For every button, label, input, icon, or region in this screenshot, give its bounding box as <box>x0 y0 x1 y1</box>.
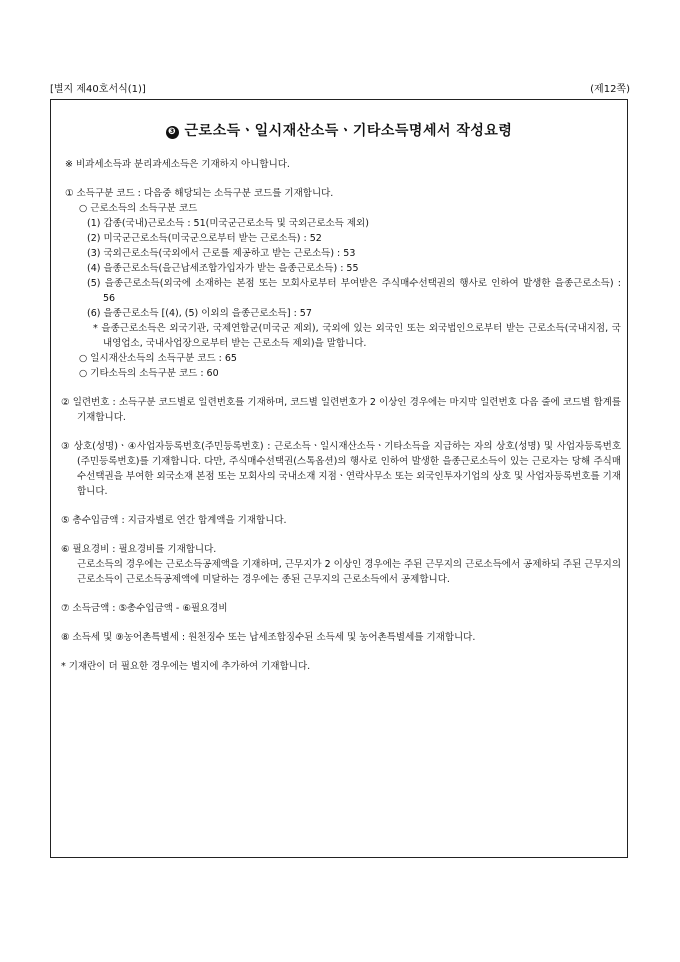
section-6-body: 근로소득의 경우에는 근로소득공제액을 기재하며, 근무지가 2 이상인 경우에는 주된 근무지의 근로소득에서 공제하되 주된 근무지의 근로소득이 근로소득공제액에 미달하는 경우에는 종된 근무지의 근로소득에서 공제합니다. <box>77 559 621 585</box>
form-name: [별지 제40호서식(1)] <box>50 84 146 95</box>
document-title <box>51 120 627 140</box>
instruction-box <box>50 99 628 858</box>
note-bottom: * 기재란이 더 필요한 경우에는 별지에 추가하여 기재합니다. <box>61 661 311 672</box>
number-badge: ❸ <box>166 126 179 139</box>
section-5: ⑤ 총수입금액 : 지급자별로 연간 합계액을 기재합니다. <box>61 515 287 526</box>
code-item-4: (4) 을종근로소득(을근납세조합가입자가 받는 을종근로소득) : 55 <box>87 263 359 274</box>
section-8: ⑧ 소득세 및 ⑨농어촌특별세 : 원천징수 또는 납세조합징수된 소득세 및 농어촌특별세를 기재합니다. <box>61 632 476 643</box>
code-footnote: * 을종근로소득은 외국기관, 국제연합군(미국군 제외), 국외에 있는 외국인 또는 외국법인으로부터 받는 근로소득(국내지점, 국내영업소, 국내사업장으로부터 받는 근로소득 제외)을 말합니다. <box>93 323 621 349</box>
instruction-content <box>61 157 621 674</box>
earned-income-codes-head: ○ 근로소득의 소득구분 코드 <box>79 203 198 214</box>
temporary-income-code: ○ 일시재산소득의 소득구분 코드 : 65 <box>79 353 237 364</box>
code-item-1: (1) 갑종(국내)근로소득 : 51(미국군근로소득 및 국외근로소득 제외) <box>87 218 369 229</box>
section-6-head: ⑥ 필요경비 : 필요경비를 기재합니다. <box>61 544 217 555</box>
code-item-3: (3) 국외근로소득(국외에서 근로를 제공하고 받는 근로소득) : 53 <box>87 248 356 259</box>
section-1-head: ① 소득구분 코드 : 다음중 해당되는 소득구분 코드를 기재합니다. <box>65 188 334 199</box>
section-7: ⑦ 소득금액 : ⑤총수입금액 - ⑥필요경비 <box>61 603 228 614</box>
title-text: 근로소득ㆍ일시재산소득ㆍ기타소득명세서 작성요령 <box>184 123 513 139</box>
page-number: (제12쪽) <box>590 84 630 95</box>
code-item-6: (6) 을종근로소득 [(4), (5) 이외의 을종근로소득] : 57 <box>87 308 312 319</box>
other-income-code: ○ 기타소득의 소득구분 코드 : 60 <box>79 368 219 379</box>
code-item-2: (2) 미국군근로소득(미국군으로부터 받는 근로소득) : 52 <box>87 233 322 244</box>
note-top: ※ 비과세소득과 분리과세소득은 기재하지 아니합니다. <box>65 159 290 170</box>
form-header <box>50 80 630 96</box>
section-3: ③ 상호(성명)ㆍ④사업자등록번호(주민등록번호) : 근로소득ㆍ일시재산소득ㆍ기타소득을 지급하는 자의 상호(성명) 및 사업자등록번호(주민등록번호)를 기재합니다. 다만, 주식매수선택권(스톡옵션)의 행사로 인하여 발생한 을종근로소득이 있는 근로자는 당해 주식매수선택권을 부여한 외국소재 본점 또는 모회사의 국내소재 지점ㆍ연락사무소 또는 외국인투자기업의 상호 및 사업자등록번호를 기재합니다. <box>61 441 621 497</box>
code-item-5: (5) 을종근로소득(외국에 소재하는 본점 또는 모회사로부터 부여받은 주식매수선택권의 행사로 인하여 발생한 을종근로소득) : 56 <box>87 278 621 304</box>
section-2: ② 일련번호 : 소득구분 코드별로 일련번호를 기재하며, 코드별 일련번호가 2 이상인 경우에는 마지막 일련번호 다음 줄에 코드별 합계를 기재합니다. <box>61 397 621 423</box>
